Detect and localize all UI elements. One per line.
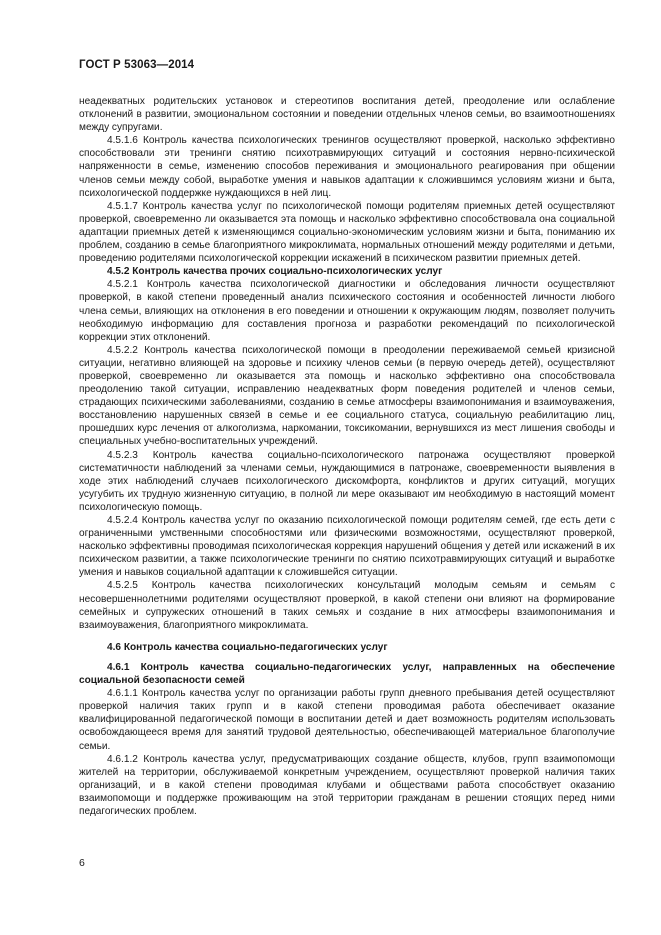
paragraph-4-5-1-6: 4.5.1.6 Контроль качества психологических тренингов осуществляют проверкой, насколько эффективно способствовали эти тренинги снятию психотравмирующих ситуаций и состояния нервно-психической напряженности в семье, изменению способов переживания и эмоционального реагирования при общении членов семьи между собой, выработке умения и навыков адаптации к сложившимся условиям жизни и быта, психологической поддержке нуждающихся в ней лиц. bbox=[79, 135, 615, 199]
paragraph-4-6-1-2: 4.6.1.2 Контроль качества услуг, предусматривающих создание обществ, клубов, групп взаимопомощи жителей на территории, обслуживаемой конкретным учреждением, осуществляют проверкой наличия таких организаций, и в какой степени проводимая клубами и обществами работа способствует оказанию взаимопомощи и поддержке проживающим на этой территории гражданам в решении стоящих перед ними педагогических проблем. bbox=[79, 753, 615, 817]
paragraph-4-5-2-5: 4.5.2.5 Контроль качества психологических консультаций молодым семьям и семьям с несовершеннолетними родителями осуществляют проверкой, в какой степени они влияют на формирование семейных и супружеских отношений в таких семьях и создание в них атмосферы взаимопонимания и взаимоуважения, благоприятного микроклимата. bbox=[79, 580, 615, 631]
paragraph-4-6-1-1: 4.6.1.1 Контроль качества услуг по организации работы групп дневного пребывания детей осуществляют проверкой наличия таких групп и в какой степени проводимая работа обеспечивает оказание квалифицированной педагогической помощи в воспитании детей и дает возможность родителям использовать освобождающееся время для занятий трудовой деятельностью, обеспечивающей материальное благополучие семьи. bbox=[79, 688, 615, 752]
paragraph-4-5-2-3: 4.5.2.3 Контроль качества социально-психологического патронажа осуществляют проверкой систематичности наблюдений за членами семьи, нуждающимися в патронаже, своевременности выявления в ходе этих наблюдений случаев психологического дискомфорта, конфликтов и других ситуаций, могущих усугубить их трудную жизненную ситуацию, в полной ли мере оказывают им необходимую в настоящий момент психологическую помощь. bbox=[79, 449, 615, 513]
document-header: ГОСТ Р 53063—2014 bbox=[79, 59, 195, 71]
section-heading-4-6-1: 4.6.1 Контроль качества социально-педагогических услуг, направленных на обеспечение социальной безопасности семей bbox=[79, 661, 615, 687]
section-heading-4-6: 4.6 Контроль качества социально-педагогических услуг bbox=[107, 641, 388, 653]
document-body bbox=[79, 95, 615, 818]
section-heading-4-5-2: 4.5.2 Контроль качества прочих социально-психологических услуг bbox=[107, 266, 443, 278]
paragraph-4-5-2-4: 4.5.2.4 Контроль качества услуг по оказанию психологической помощи родителям семей, где есть дети с ограниченными умственными способностями или физическими возможностями, осуществляют проверкой, насколько эффективны проводимая психологическая коррекция нарушений общения у детей или искажений в их психическом развитии, а также психологические тренинги по снятию психотравмирующих ситуаций и выработке умения и навыков социальной адаптации к сложившейся ситуации. bbox=[79, 515, 615, 579]
paragraph-4-5-1-7: 4.5.1.7 Контроль качества услуг по психологической помощи родителям приемных детей осуществляют проверкой, своевременно ли оказывается эта помощь и насколько эффективно способствовала она социальной адаптации приемных детей к изменяющимся социально-экономическим условиям жизни и быта, пониманию их проблем, созданию в семье благоприятного микроклимата, нормальных отношений между родителями и детьми, проведению родителями психологической коррекции искажений в психическом развитии приемных детей. bbox=[79, 200, 615, 265]
paragraph-4-5-2-2: 4.5.2.2 Контроль качества психологической помощи в преодолении переживаемой семьей кризисной ситуации, негативно влияющей на здоровье и психику членов семьи (в первую очередь детей), осуществляют проверкой, своевременно ли оказывается эта помощь и насколько эффективно она способствовала преодолению такой ситуации, исправлению неадекватных форм поведения родителей и членов семьи, страдающих психическими заболеваниями, созданию в семье атмосферы взаимопонимания и взаимоуважения, восстановлению нарушенных связей в семье и ее социального статуса, социальную реабилитацию лиц, прошедших курс лечения от алкоголизма, наркомании, токсикомании, вернувшихся из мест лишения свободы и специальных учебно-воспитательных учреждений. bbox=[79, 344, 615, 448]
paragraph-continuation: неадекватных родительских установок и стереотипов воспитания детей, преодоление или ослабление отклонений в развитии, эмоциональном состоянии и поведении отдельных членов семьи, во взаимоотношениях между супругами. bbox=[79, 96, 615, 134]
page-number: 6 bbox=[79, 857, 85, 869]
paragraph-4-5-2-1: 4.5.2.1 Контроль качества психологической диагностики и обследования личности осуществляют проверкой, в какой степени проведенный анализ психического состояния и особенностей личности любого члена семьи, влияющих на отклонения в его поведении и отношении к окружающим людям, позволяет получить необходимую информацию для составления прогноза и разработки рекомендаций по психологической коррекции этих отклонений. bbox=[79, 279, 615, 343]
